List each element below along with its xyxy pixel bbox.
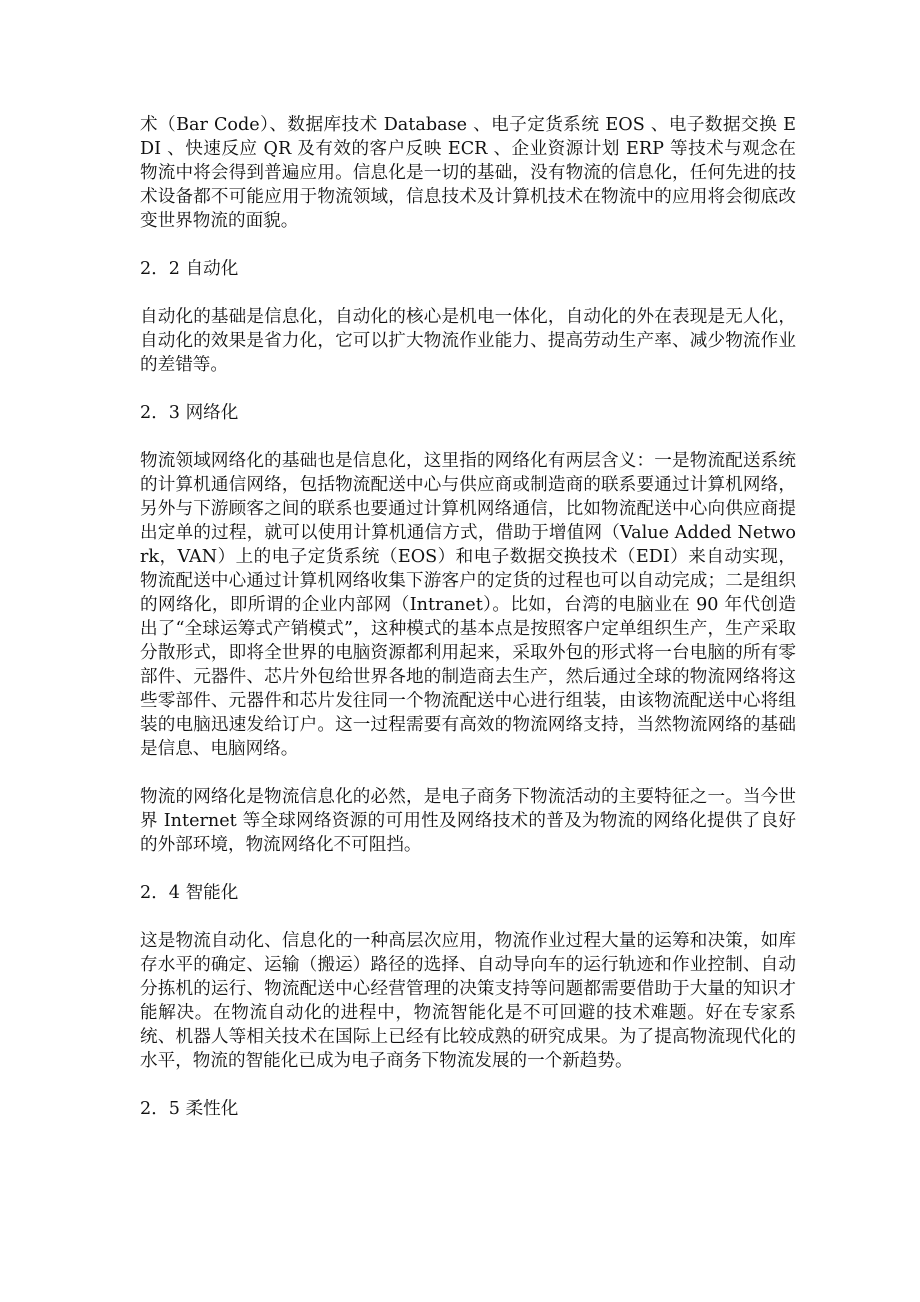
paragraph-networking-2: 物流的网络化是物流信息化的必然，是电子商务下物流活动的主要特征之一。当今世界 Internet 等全球网络资源的可用性及网络技术的普及为物流的网络化提供了良好的外部环境，物流网络化不可阻挡。 [140, 787, 796, 855]
heading-2-5-flexibility: 2．5 柔性化 [140, 1099, 239, 1119]
paragraph-intelligence: 这是物流自动化、信息化的一种高层次应用，物流作业过程大量的运筹和决策，如库存水平的确定、运输（搬运）路径的选择、自动导向车的运行轨迹和作业控制、自动分拣机的运行、物流配送中心经营管理的决策支持等问题都需要借助于大量的知识才能解决。在物流自动化的进程中，物流智能化是不可回避的技术难题。好在专家系统、机器人等相关技术在国际上已经有比较成熟的研究成果。为了提高物流现代化的水平，物流的智能化已成为电子商务下物流发展的一个新趋势。 [140, 931, 796, 1071]
heading-2-4-intelligence: 2．4 智能化 [140, 883, 239, 903]
document-body [140, 113, 796, 1121]
heading-2-3-networking: 2．3 网络化 [140, 403, 239, 423]
heading-2-2-automation: 2．2 自动化 [140, 259, 239, 279]
paragraph-networking-1: 物流领域网络化的基础也是信息化，这里指的网络化有两层含义：一是物流配送系统的计算机通信网络，包括物流配送中心与供应商或制造商的联系要通过计算机网络，另外与下游顾客之间的联系也要通过计算机网络通信，比如物流配送中心向供应商提出定单的过程，就可以使用计算机通信方式，借助于增值网（Value Added Network，VAN）上的电子定货系统（EOS）和电子数据交换技术（EDI）来自动实现，物流配送中心通过计算机网络收集下游客户的定货的过程也可以自动完成；二是组织的网络化，即所谓的企业内部网（Intranet）。比如，台湾的电脑业在 90 年代创造出了“全球运筹式产销模式”，这种模式的基本点是按照客户定单组织生产，生产采取分散形式，即将全世界的电脑资源都利用起来，采取外包的形式将一台电脑的所有零部件、元器件、芯片外包给世界各地的制造商去生产，然后通过全球的物流网络将这些零部件、元器件和芯片发往同一个物流配送中心进行组装，由该物流配送中心将组装的电脑迅速发给订户。这一过程需要有高效的物流网络支持，当然物流网络的基础是信息、电脑网络。 [140, 451, 796, 759]
paragraph-automation: 自动化的基础是信息化，自动化的核心是机电一体化，自动化的外在表现是无人化，自动化的效果是省力化，它可以扩大物流作业能力、提高劳动生产率、减少物流作业的差错等。 [140, 307, 796, 375]
paragraph-information-tech: 术（Bar Code）、数据库技术 Database 、电子定货系统 EOS 、电子数据交换 EDI 、快速反应 QR 及有效的客户反映 ECR 、企业资源计划 ERP 等技术与观念在物流中将会得到普遍应用。信息化是一切的基础，没有物流的信息化，任何先进的技术设备都不可能应用于物流领域，信息技术及计算机技术在物流中的应用将会彻底改变世界物流的面貌。 [140, 115, 796, 231]
